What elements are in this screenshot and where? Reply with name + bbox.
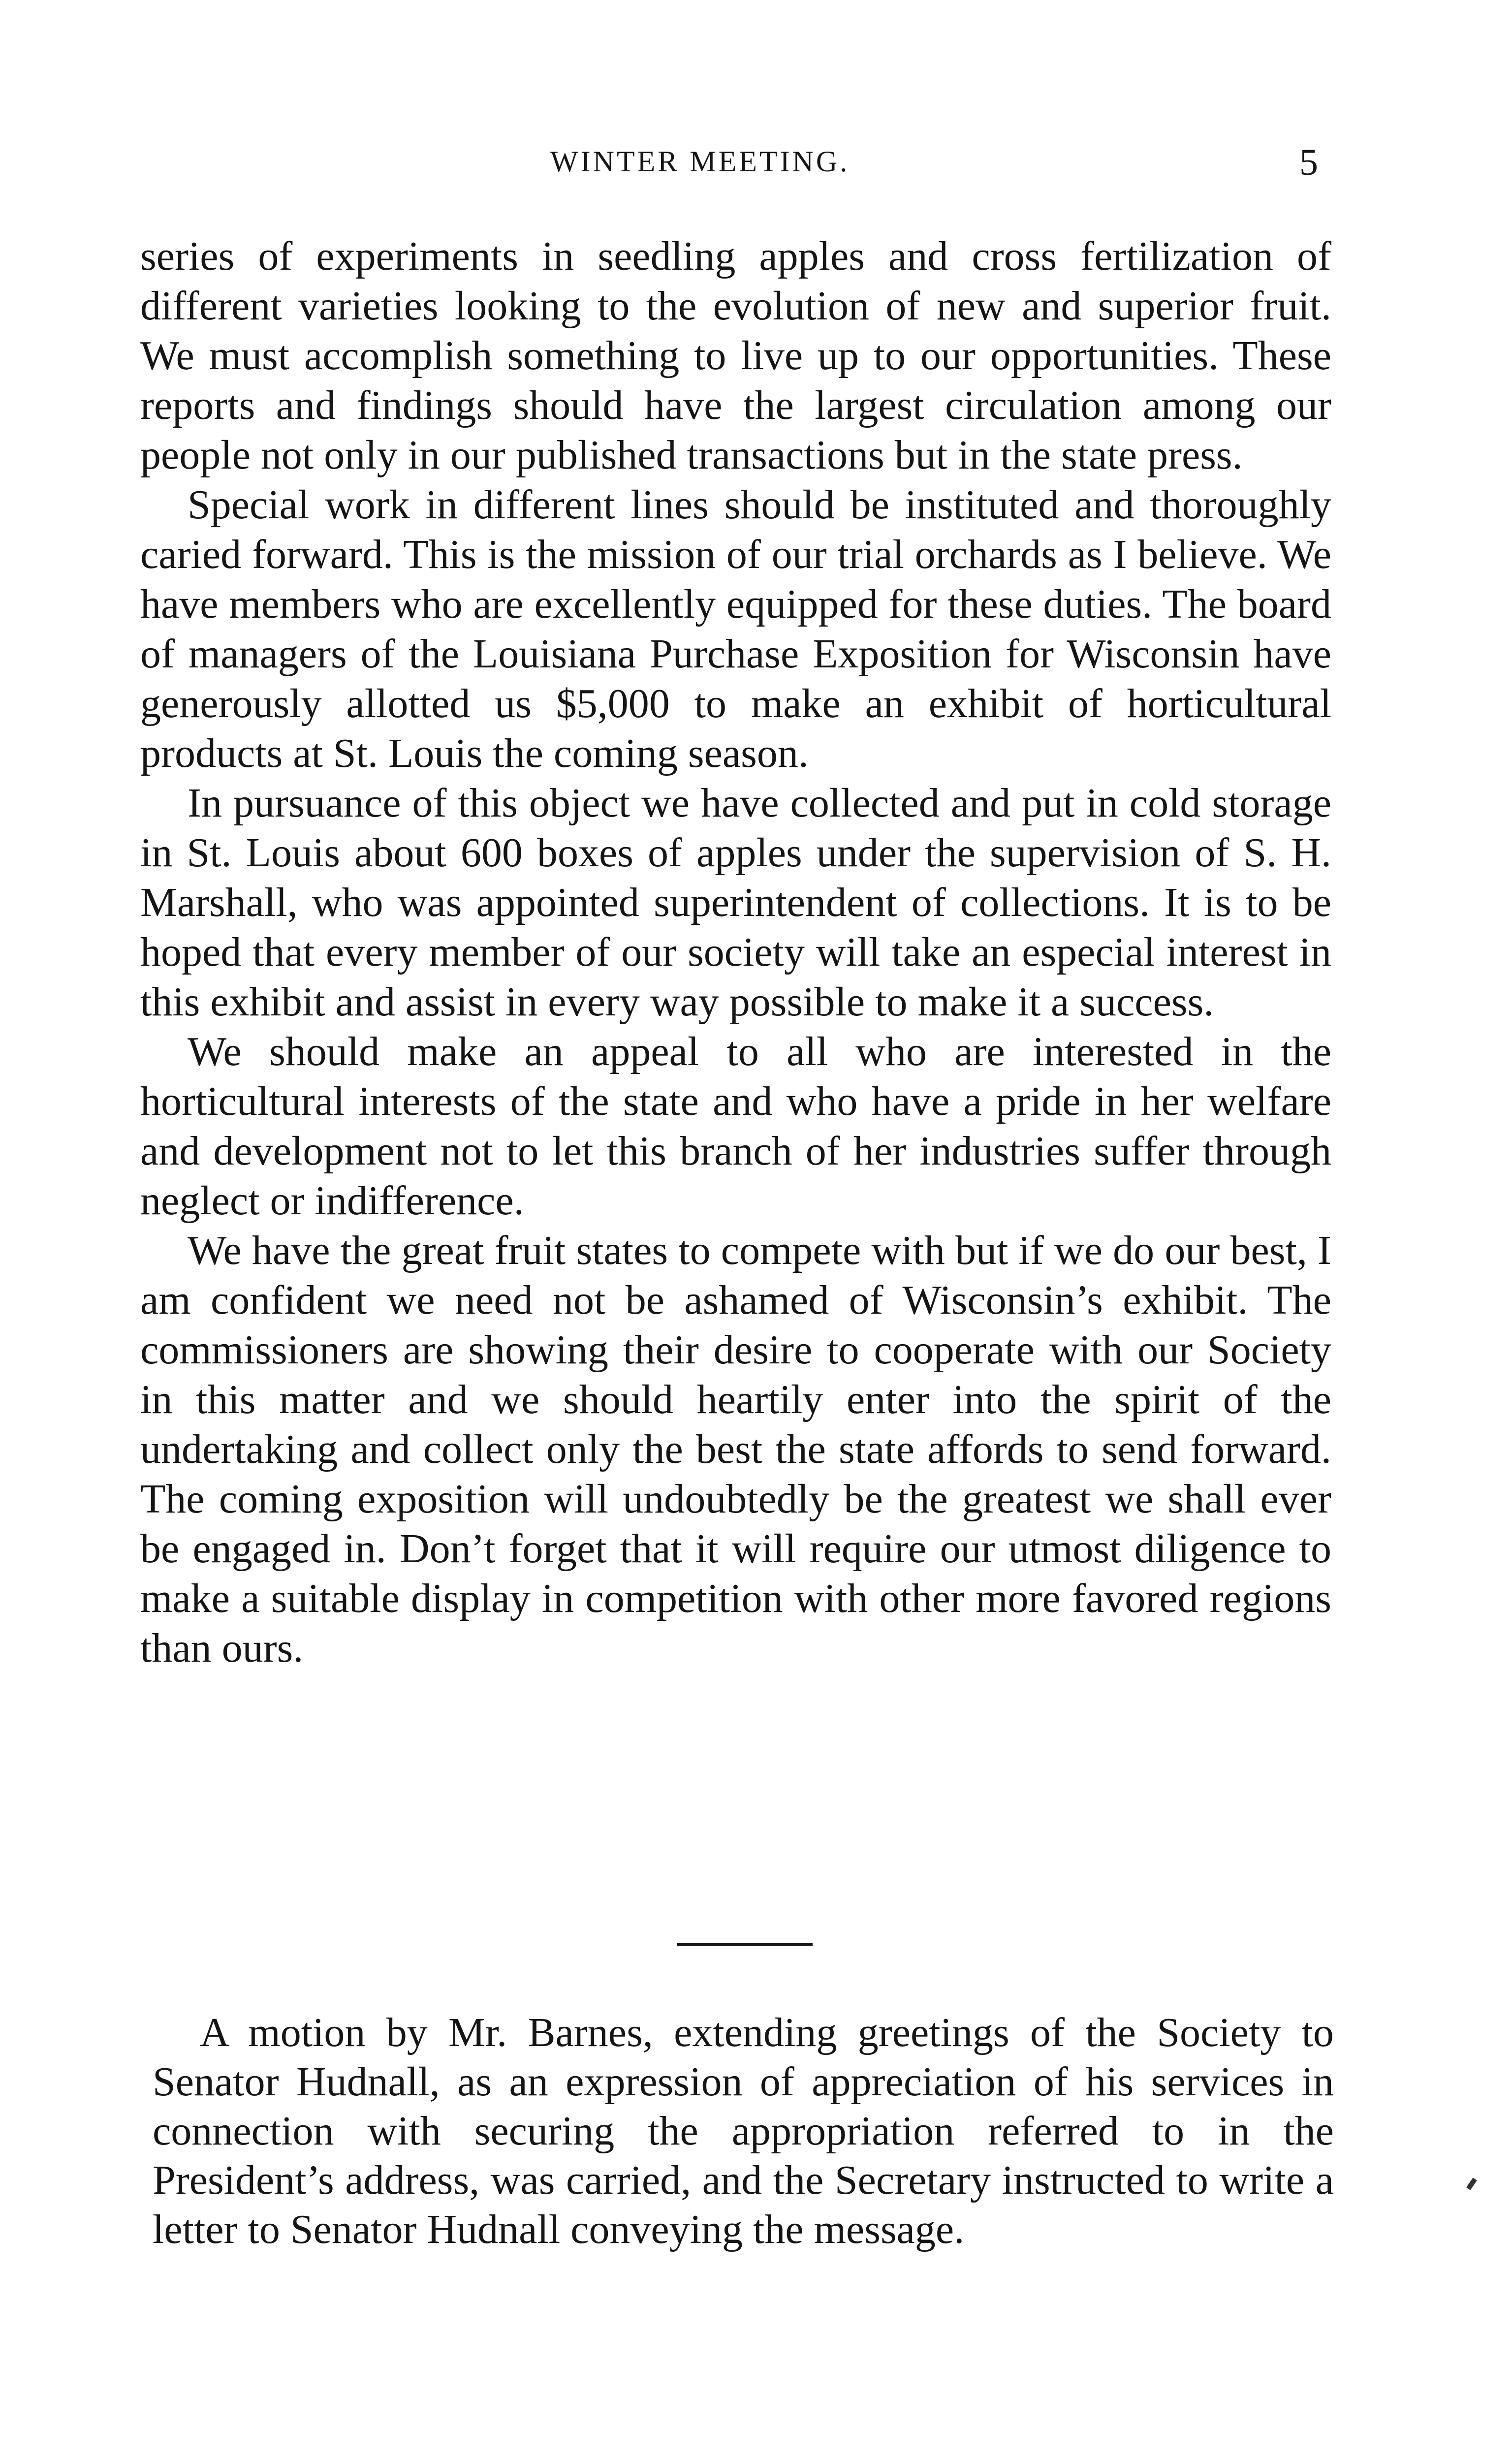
paragraph-continuation: series of experiments in seedling apples and cross fertilization of different varieties looking to the evolution of new and superior fruit. We must accomplish something to live up to our opportunities. These reports and findings should have the largest circulation among our people not only in our published transactions but in the state press. xyxy=(140,233,1331,478)
paragraph-pursuance: In pursuance of this object we have collected and put in cold storage in St. Louis about 600 boxes of apples under the supervision of S. H. Marshall, who was appointed superintendent of collections. It is to be hoped that every member of our society will take an especial interest in this exhibit and assist in every way possible to make it a success. xyxy=(140,780,1331,1025)
running-title: WINTER MEETING. xyxy=(550,145,850,178)
margin-mark xyxy=(1466,2177,1477,2190)
paragraph-appeal: We should make an appeal to all who are interested in the horticultural interests of the state and who have a pride in her welfare and development not to let this branch of her industries suffer through neglect or indifference. xyxy=(140,1029,1331,1224)
page-number: 5 xyxy=(1299,142,1318,183)
paragraph-special-work: Special work in different lines should be instituted and thoroughly caried forward. This is the mission of our trial orchards as I believe. We have members who are excellently equipped for these duties. The board of managers of the Louisiana Purchase Exposition for Wisconsin have generously allotted us $5,000 to make an exhibit of horticultural products at St. Louis the coming season. xyxy=(140,482,1331,776)
motion-section xyxy=(153,2008,1334,2254)
motion-paragraph: A motion by Mr. Barnes, extending greetings of the Society to Senator Hudnall, as an expression of appreciation of his services in connection with securing the appropriation referred to in the President’s address, was carried, and the Secretary instructed to write a letter to Senator Hudnall conveying the message. xyxy=(153,2010,1334,2252)
address-text xyxy=(140,231,1331,1673)
section-divider xyxy=(677,1943,813,1946)
paragraph-compete: We have the great fruit states to compete with but if we do our best, I am confident we need not be ashamed of Wisconsin’s exhibit. The commissioners are showing their desire to cooperate with our Society in this matter and we should heartily enter into the spirit of the undertaking and collect only the best the state affords to send forward. The coming exposition will undoubtedly be the greatest we shall ever be engaged in. Don’t forget that it will require our utmost diligence to make a suitable display in competition with other more favored regions than ours. xyxy=(140,1228,1331,1671)
